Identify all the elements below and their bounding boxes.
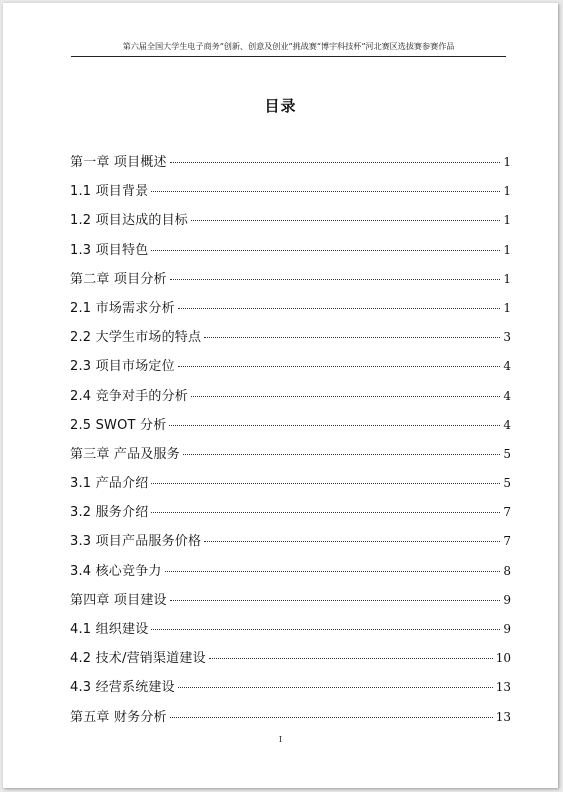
- toc-dot-leader: [151, 191, 500, 192]
- toc-dot-leader: [183, 454, 500, 455]
- toc-dot-leader: [151, 483, 500, 484]
- toc-entry[interactable]: [70, 209, 511, 238]
- toc-entry[interactable]: [70, 560, 511, 589]
- toc-entry-label: 3.1 产品介绍: [70, 476, 149, 492]
- toc-entry-page-number: 9: [503, 592, 511, 607]
- toc-entry[interactable]: [70, 676, 511, 705]
- toc-entry-label: 4.1 组织建设: [70, 622, 149, 637]
- toc-entry[interactable]: [70, 530, 511, 559]
- toc-entry-label: 第四章 项目建设: [70, 592, 167, 608]
- toc-entry-page-number: 3: [503, 330, 511, 345]
- toc-entry-label: 3.3 项目产品服务价格: [70, 534, 202, 550]
- toc-entry-page-number: 1: [503, 242, 511, 257]
- toc-entry[interactable]: [70, 268, 511, 297]
- toc-entry[interactable]: [70, 618, 511, 647]
- footer-page-number: I: [278, 735, 283, 744]
- toc-entry-label: 2.4 竞争对手的分析: [70, 388, 189, 404]
- toc-dot-leader: [170, 162, 500, 163]
- toc-entry-label: 2.3 项目市场定位: [70, 359, 175, 375]
- toc-entry[interactable]: [70, 151, 511, 180]
- toc-entry-page-number: 1: [503, 184, 511, 199]
- toc-dot-leader: [165, 571, 500, 572]
- toc-entry-page-number: 4: [503, 359, 511, 374]
- toc-entry-page-number: 13: [495, 709, 511, 724]
- toc-entry-page-number: 7: [503, 505, 511, 520]
- table-of-contents: [70, 151, 511, 735]
- toc-entry-label: 4.2 技术/营销渠道建设: [70, 651, 206, 667]
- toc-entry[interactable]: [70, 501, 511, 530]
- toc-dot-leader: [178, 366, 500, 367]
- toc-dot-leader: [170, 279, 500, 280]
- toc-entry-label: 第五章 财务分析: [70, 709, 167, 725]
- toc-entry[interactable]: [70, 326, 511, 355]
- toc-entry-page-number: 4: [503, 417, 511, 432]
- toc-entry-label: 1.2 项目达成的目标: [70, 213, 189, 229]
- toc-entry-page-number: 7: [503, 534, 511, 549]
- page-header: 第六届全国大学生电子商务“创新、创意及创业”挑战赛“博宇科技杯”河北赛区选拔赛参赛作品: [122, 41, 455, 51]
- toc-dot-leader: [170, 600, 500, 601]
- toc-entry-label: 第三章 产品及服务: [70, 446, 180, 462]
- toc-entry-page-number: 8: [503, 563, 511, 578]
- toc-entry-label: 2.2 大学生市场的特点: [70, 330, 202, 346]
- toc-entry-page-number: 13: [495, 680, 511, 695]
- toc-dot-leader: [170, 717, 493, 718]
- toc-entry-page-number: 1: [503, 300, 511, 315]
- toc-entry[interactable]: [70, 180, 511, 209]
- toc-entry[interactable]: [70, 385, 511, 414]
- toc-entry-page-number: 5: [503, 446, 511, 461]
- toc-dot-leader: [191, 396, 500, 397]
- toc-entry-page-number: 1: [503, 155, 511, 169]
- toc-entry-label: 第一章 项目概述: [70, 155, 167, 170]
- toc-entry-label: 4.3 经营系统建设: [70, 680, 175, 696]
- toc-entry[interactable]: [70, 443, 511, 472]
- toc-title: 目录: [264, 97, 297, 115]
- toc-entry[interactable]: [70, 355, 511, 384]
- toc-entry-label: 1.3 项目特色: [70, 242, 149, 258]
- toc-dot-leader: [151, 250, 500, 251]
- toc-dot-leader: [204, 337, 500, 338]
- toc-dot-leader: [191, 220, 500, 221]
- toc-entry-label: 2.1 市场需求分析: [70, 300, 175, 316]
- toc-dot-leader: [151, 629, 500, 630]
- toc-entry-label: 1.1 项目背景: [70, 184, 149, 200]
- toc-dot-leader: [151, 512, 500, 513]
- toc-dot-leader: [169, 425, 500, 426]
- toc-entry-label: 3.4 核心竞争力: [70, 563, 162, 579]
- toc-entry-page-number: 1: [503, 213, 511, 228]
- toc-entry-label: 第二章 项目分析: [70, 271, 167, 287]
- toc-entry[interactable]: [70, 647, 511, 676]
- toc-entry[interactable]: [70, 239, 511, 268]
- toc-entry-label: 2.5 SWOT 分析: [70, 417, 167, 433]
- toc-entry-page-number: 10: [495, 651, 511, 666]
- toc-entry-label: 3.2 服务介绍: [70, 505, 149, 521]
- toc-entry[interactable]: [70, 706, 511, 735]
- toc-entry[interactable]: [70, 589, 511, 618]
- toc-entry-page-number: 5: [503, 476, 511, 491]
- toc-entry-page-number: 9: [503, 622, 511, 636]
- document-page: [3, 3, 558, 788]
- toc-dot-leader: [178, 308, 500, 309]
- toc-dot-leader: [204, 541, 500, 542]
- toc-entry[interactable]: [70, 414, 511, 443]
- toc-dot-leader: [178, 687, 493, 688]
- toc-entry-page-number: 1: [503, 271, 511, 286]
- header-rule: [71, 56, 506, 57]
- toc-entry[interactable]: [70, 297, 511, 326]
- toc-entry-page-number: 4: [503, 388, 511, 403]
- toc-dot-leader: [209, 658, 493, 659]
- toc-entry[interactable]: [70, 472, 511, 501]
